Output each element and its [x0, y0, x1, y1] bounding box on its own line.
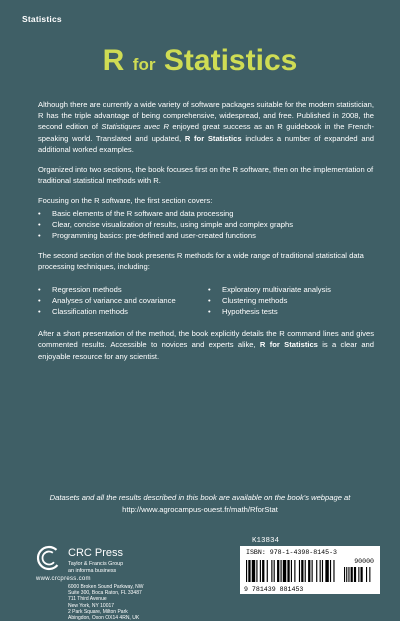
- online-resources: [20, 492, 380, 515]
- list-item: • Regression methods: [38, 284, 208, 295]
- list-item: • Programming basics: pre-defined and user-created functions: [38, 230, 374, 241]
- closing-text-1: After a short presentation of the method, the book explicitly details the R command lines and gives commented results. Accessible to novices and experts alike,: [38, 329, 374, 350]
- organization-paragraph: Organized into two sections, the book focuses first on the R software, then on the implementation of traditional statistical methods with R.: [38, 165, 374, 186]
- title-r: R: [102, 44, 125, 77]
- closing-text-2: is a clear and enjoyable resource for any scientist.: [38, 340, 374, 361]
- list-item: • Clustering methods: [208, 295, 374, 306]
- title-statistics: Statistics: [163, 44, 298, 77]
- series-label: Statistics: [22, 14, 62, 24]
- publisher-addresses: [68, 584, 188, 621]
- publisher-business: an informa business: [68, 567, 117, 574]
- title-for: for: [132, 55, 156, 74]
- intro-text-2: enjoyed great success as an R guidebook in the French-speaking world. Translated and updated,: [38, 122, 374, 143]
- description-body: [38, 99, 374, 371]
- list-item: • Exploratory multivariate analysis: [208, 284, 374, 295]
- crc-press-logo-icon: [36, 545, 62, 571]
- barcode-addon: 90000: [354, 558, 374, 565]
- section1-intro: Focusing on the R software, the first section covers:: [38, 196, 213, 206]
- list-item: • Clear, concise visualization of results, using simple and complex graphs: [38, 219, 374, 230]
- address-line: Suite 300, Boca Raton, FL 33487: [68, 590, 142, 597]
- publisher-website[interactable]: www.crcpress.com: [36, 576, 91, 582]
- intro-italic-title: Statistiques avec R: [101, 122, 169, 132]
- intro-text-1: Although there are currently a wide variety of software packages suitable for the modern statistician, R has the triple advantage of being comprehensive, widespread, and free. Published in 2008, the second edition of: [38, 100, 374, 132]
- section1-list: [38, 208, 374, 242]
- list-item: • Hypothesis tests: [208, 306, 374, 317]
- list-item: • Classification methods: [38, 306, 208, 317]
- address-line: Abingdon, Oxon OX14 4RN, UK: [68, 615, 140, 621]
- address-line: New York, NY 10017: [68, 602, 115, 609]
- ean-digits: 9 781439 881453: [244, 586, 304, 593]
- list-item: • Basic elements of the R software and data processing: [38, 208, 374, 219]
- list-item: • Analyses of variance and covariance: [38, 295, 208, 306]
- intro-text-3: includes a number of expanded and additional worked examples.: [38, 133, 375, 154]
- closing-paragraph: [38, 328, 374, 362]
- intro-paragraph: [38, 99, 374, 155]
- address-line: 2 Park Square, Milton Park: [68, 608, 128, 615]
- isbn-text: ISBN: 978-1-4398-8145-3: [246, 549, 338, 556]
- address-line: 711 Third Avenue: [68, 596, 107, 603]
- publisher-name: CRC Press: [68, 547, 124, 559]
- intro-bold-title: R for Statistics: [184, 133, 242, 143]
- methods-columns: [38, 284, 374, 318]
- address-line: 6000 Broken Sound Parkway, NW: [68, 584, 144, 590]
- methods-left-list: [38, 284, 208, 318]
- barcode-panel: [240, 546, 380, 594]
- closing-bold-title: R for Statistics: [259, 340, 318, 350]
- catalog-code: K13834: [252, 537, 280, 545]
- webpage-link[interactable]: http://www.agrocampus-ouest.fr/math/RforStat: [122, 504, 278, 514]
- online-note: Datasets and all the results described in this book are available on the book's webpage at: [49, 493, 351, 502]
- publisher-group-name: Taylor & Francis Group: [68, 561, 124, 567]
- section2-intro: The second section of the book presents R methods for a wide range of traditional statistical data processing techniques, including:: [38, 251, 364, 272]
- publisher-group: [68, 561, 123, 574]
- book-title: [0, 44, 400, 78]
- methods-right-list: [208, 284, 374, 318]
